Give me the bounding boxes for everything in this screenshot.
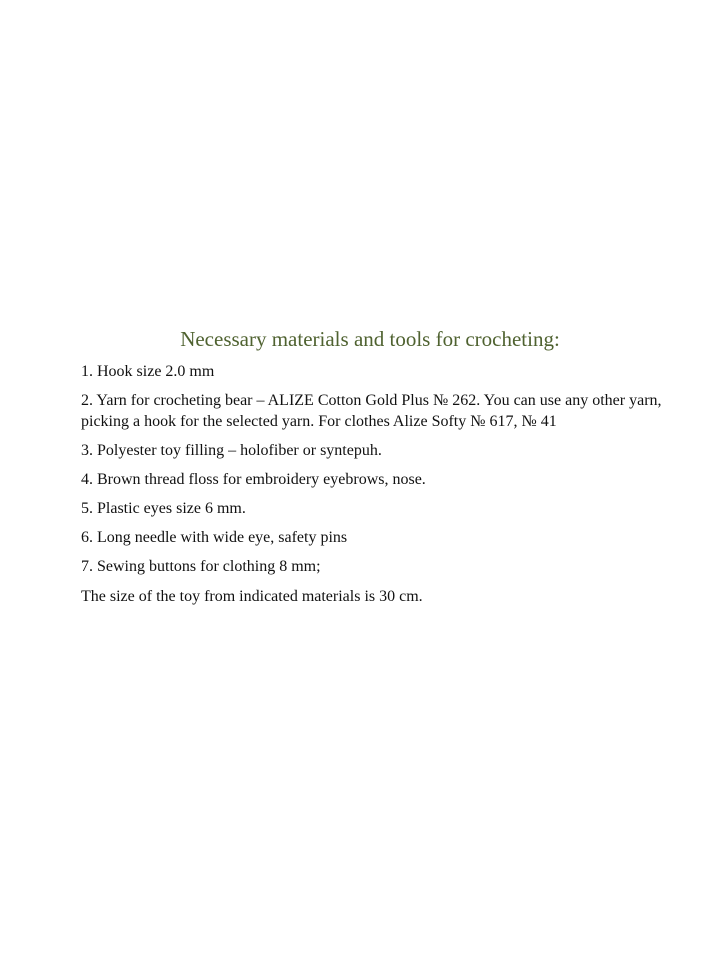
list-item: 2. Yarn for crocheting bear – ALIZE Cotton Gold Plus № 262. You can use any other yarn, picking a hook for the selected yarn. For clothes Alize Softy № 617, № 41 (81, 392, 662, 430)
list-item: 6. Long needle with wide eye, safety pins (81, 529, 348, 546)
list-item: 4. Brown thread floss for embroidery eyebrows, nose. (81, 471, 426, 488)
toy-size-note: The size of the toy from indicated materials is 30 cm. (81, 588, 423, 605)
list-item: 5. Plastic eyes size 6 mm. (81, 500, 246, 517)
list-item: 7. Sewing buttons for clothing 8 mm; (81, 558, 321, 575)
materials-list (81, 361, 671, 585)
section-heading: Necessary materials and tools for crocheting: (180, 327, 560, 351)
list-item: 3. Polyester toy filling – holofiber or syntepuh. (81, 442, 382, 459)
list-item: 1. Hook size 2.0 mm (81, 363, 215, 380)
